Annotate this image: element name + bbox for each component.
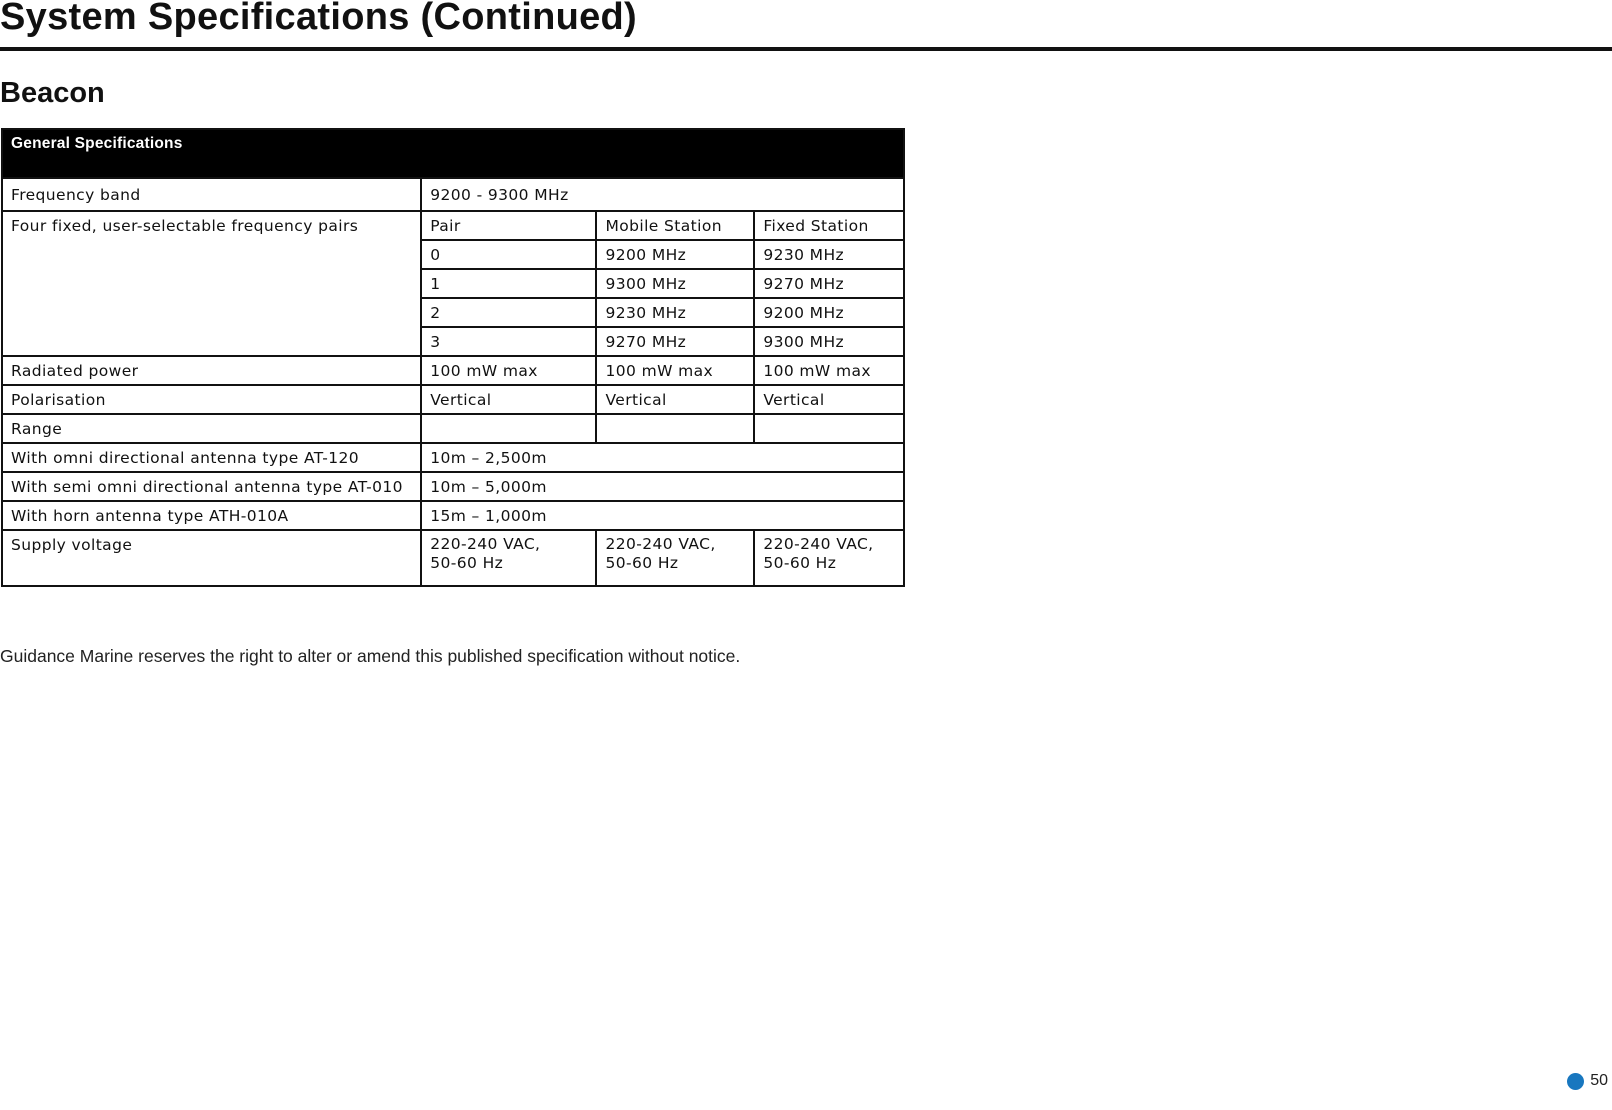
general-specifications-table (1, 128, 905, 587)
polarisation-value: Vertical (421, 385, 596, 414)
range-value: 10m – 2,500m (421, 443, 904, 472)
range-label: Range (2, 414, 421, 443)
table-row (2, 385, 904, 414)
empty-cell (596, 414, 754, 443)
pair-number: 0 (421, 240, 596, 269)
table-row (2, 178, 904, 211)
supply-voltage-line: 50-60 Hz (763, 554, 837, 572)
supply-voltage-label: Supply voltage (2, 530, 421, 586)
mobile-station-frequency: 9300 MHz (596, 269, 754, 298)
fixed-station-frequency: 9270 MHz (754, 269, 904, 298)
radiated-power-value: 100 mW max (596, 356, 754, 385)
table-header-row (2, 129, 904, 178)
range-antenna-label: With semi omni directional antenna type AT-010 (2, 472, 421, 501)
pair-number: 3 (421, 327, 596, 356)
polarisation-value: Vertical (754, 385, 904, 414)
empty-cell (421, 414, 596, 443)
table-row (2, 414, 904, 443)
pair-number: 2 (421, 298, 596, 327)
supply-voltage-line: 50-60 Hz (605, 554, 679, 572)
column-header-fixed-station: Fixed Station (754, 211, 904, 240)
page-title: System Specifications (Continued) (0, 0, 637, 38)
supply-voltage-line: 50-60 Hz (430, 554, 504, 572)
supply-voltage-line: 220-240 VAC, (430, 535, 541, 553)
frequency-pairs-label: Four fixed, user-selectable frequency pairs (2, 211, 421, 356)
column-header-mobile-station: Mobile Station (596, 211, 754, 240)
table-row (2, 472, 904, 501)
mobile-station-frequency: 9200 MHz (596, 240, 754, 269)
empty-cell (754, 414, 904, 443)
section-heading: Beacon (0, 77, 105, 109)
table-header: General Specifications (2, 129, 904, 178)
table-row (2, 530, 904, 586)
table-row (2, 356, 904, 385)
title-divider (0, 47, 1612, 51)
radiated-power-value: 100 mW max (754, 356, 904, 385)
range-value: 10m – 5,000m (421, 472, 904, 501)
page-number-indicator (1567, 1072, 1608, 1090)
supply-voltage-value (754, 530, 904, 586)
radiated-power-label: Radiated power (2, 356, 421, 385)
fixed-station-frequency: 9300 MHz (754, 327, 904, 356)
table-row (2, 211, 904, 240)
disclaimer-note: Guidance Marine reserves the right to alter or amend this published specification without notice. (0, 646, 741, 666)
table-row (2, 501, 904, 530)
range-antenna-label: With horn antenna type ATH-010A (2, 501, 421, 530)
mobile-station-frequency: 9270 MHz (596, 327, 754, 356)
polarisation-label: Polarisation (2, 385, 421, 414)
frequency-band-label: Frequency band (2, 178, 421, 211)
fixed-station-frequency: 9200 MHz (754, 298, 904, 327)
supply-voltage-value (596, 530, 754, 586)
frequency-band-value: 9200 - 9300 MHz (421, 178, 904, 211)
supply-voltage-line: 220-240 VAC, (763, 535, 874, 553)
mobile-station-frequency: 9230 MHz (596, 298, 754, 327)
range-antenna-label: With omni directional antenna type AT-120 (2, 443, 421, 472)
polarisation-value: Vertical (596, 385, 754, 414)
radiated-power-value: 100 mW max (421, 356, 596, 385)
pair-number: 1 (421, 269, 596, 298)
page-dot-icon (1567, 1073, 1584, 1090)
column-header-pair: Pair (421, 211, 596, 240)
range-value: 15m – 1,000m (421, 501, 904, 530)
page-number: 50 (1590, 1072, 1608, 1089)
table-row (2, 443, 904, 472)
supply-voltage-line: 220-240 VAC, (605, 535, 716, 553)
fixed-station-frequency: 9230 MHz (754, 240, 904, 269)
supply-voltage-value (421, 530, 596, 586)
